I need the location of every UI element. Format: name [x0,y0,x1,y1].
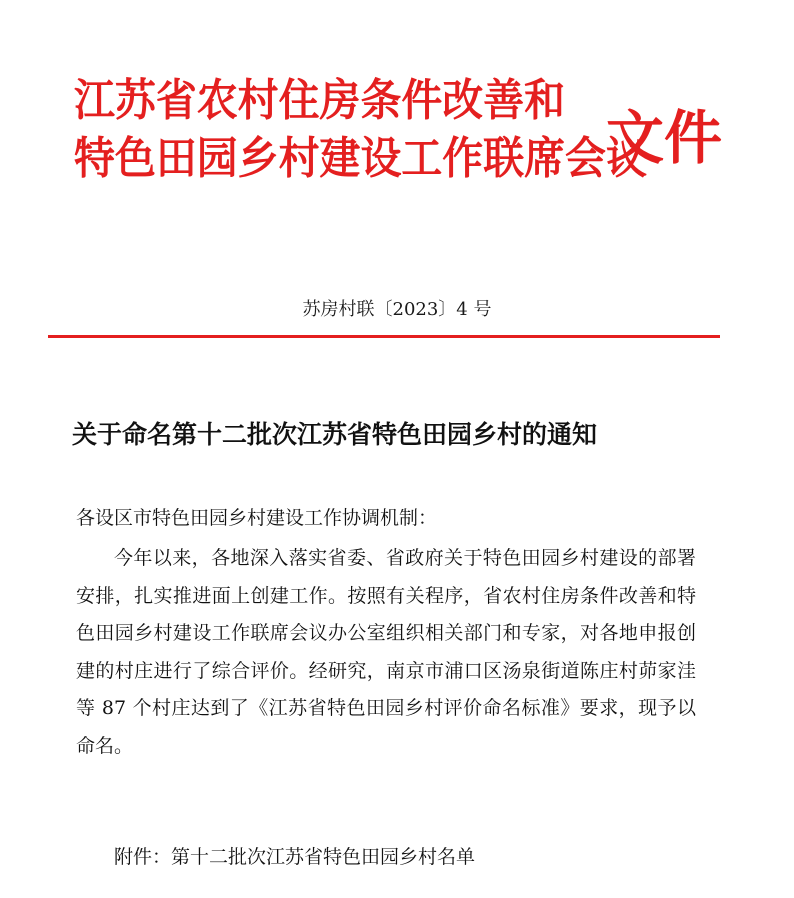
document-title: 关于命名第十二批次江苏省特色田园乡村的通知 [72,420,598,449]
document-number: 苏房村联〔2023〕4 号 [302,299,492,320]
document-masthead [74,72,734,202]
organization-name-line-1: 江苏省农村住房条件改善和 [74,75,566,126]
organization-name-line-2: 特色田园乡村建设工作联席会议 [74,133,647,184]
body-paragraph: 今年以来，各地深入落实省委、省政府关于特色田园乡村建设的部署安排，扎实推进面上创建工作。按照有关程序，省农村住房条件改善和特色田园乡村建设工作联席会议办公室组织相关部门和专家，对各地申报创建的村庄进行了综合评价。经研究，南京市浦口区汤泉街道陈庄村茆家洼等 87 个村庄达到了《江苏省特色田园乡村评价命名标准》要求，现予以命名。 [76,547,696,757]
salutation: 各设区市特色田园乡村建设工作协调机制： [76,507,438,529]
document-type-label: 文件 [606,104,723,172]
red-divider-line [48,335,720,338]
attachment-line: 附件：第十二批次江苏省特色田园乡村名单 [114,846,476,868]
issuing-organization [74,72,690,188]
